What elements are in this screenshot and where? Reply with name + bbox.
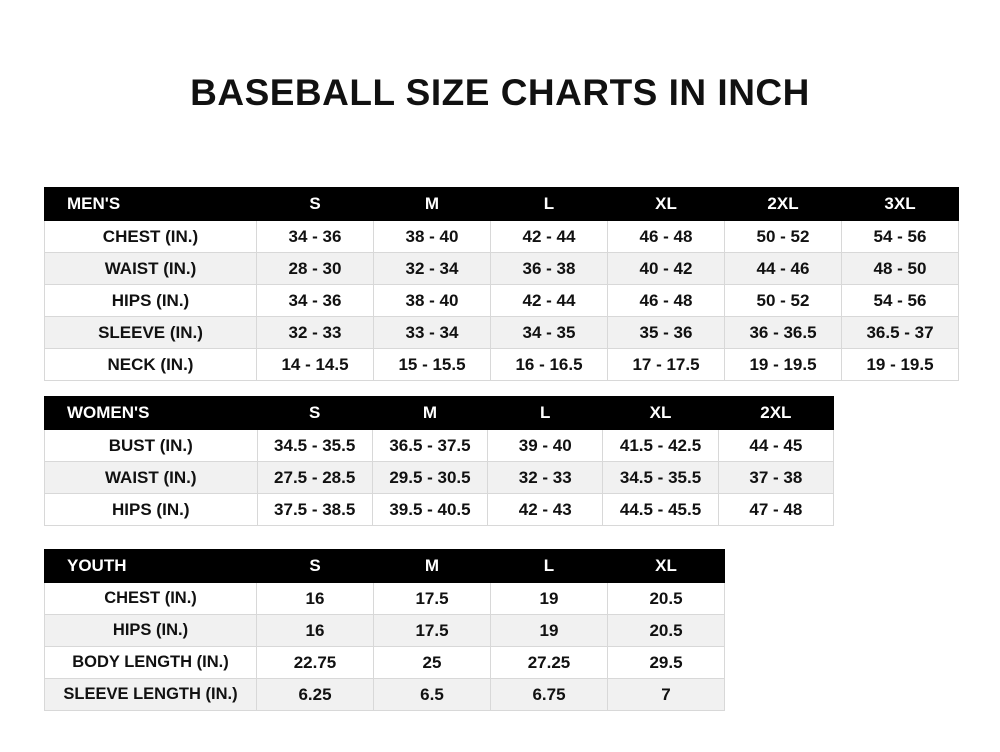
cell: 37.5 - 38.5	[257, 494, 372, 526]
column-header-m: M	[372, 397, 487, 430]
cell: 14 - 14.5	[257, 349, 374, 381]
cell: 15 - 15.5	[374, 349, 491, 381]
table-row	[45, 285, 959, 317]
womens-size-chart	[44, 396, 834, 526]
cell: 38 - 40	[374, 221, 491, 253]
cell: 25	[374, 647, 491, 679]
row-label: NECK (IN.)	[45, 349, 257, 381]
cell: 34 - 36	[257, 221, 374, 253]
cell: 17.5	[374, 583, 491, 615]
cell: 32 - 33	[488, 462, 603, 494]
column-header-xl: XL	[608, 550, 725, 583]
cell: 19	[491, 583, 608, 615]
table-row	[45, 494, 834, 526]
column-header-l: L	[491, 188, 608, 221]
cell: 27.25	[491, 647, 608, 679]
cell: 39.5 - 40.5	[372, 494, 487, 526]
youth-header-label: YOUTH	[45, 550, 257, 583]
row-label: HIPS (IN.)	[45, 285, 257, 317]
cell: 50 - 52	[725, 285, 842, 317]
table-row	[45, 647, 725, 679]
cell: 44 - 45	[718, 430, 833, 462]
cell: 47 - 48	[718, 494, 833, 526]
column-header-s: S	[257, 188, 374, 221]
cell: 19 - 19.5	[725, 349, 842, 381]
cell: 20.5	[608, 615, 725, 647]
column-header-s: S	[257, 397, 372, 430]
table-row	[45, 615, 725, 647]
row-label: CHEST (IN.)	[45, 583, 257, 615]
table-row	[45, 583, 725, 615]
table-row	[45, 253, 959, 285]
table-row	[45, 430, 834, 462]
table-header-row	[45, 397, 834, 430]
table-row	[45, 317, 959, 349]
cell: 28 - 30	[257, 253, 374, 285]
cell: 17 - 17.5	[608, 349, 725, 381]
cell: 6.5	[374, 679, 491, 711]
column-header-xl: XL	[608, 188, 725, 221]
cell: 22.75	[257, 647, 374, 679]
column-header-2xl: 2XL	[718, 397, 833, 430]
cell: 48 - 50	[842, 253, 959, 285]
cell: 42 - 43	[488, 494, 603, 526]
youth-size-chart	[44, 549, 725, 711]
cell: 17.5	[374, 615, 491, 647]
row-label: SLEEVE (IN.)	[45, 317, 257, 349]
cell: 34.5 - 35.5	[603, 462, 718, 494]
cell: 27.5 - 28.5	[257, 462, 372, 494]
cell: 36.5 - 37.5	[372, 430, 487, 462]
column-header-s: S	[257, 550, 374, 583]
row-label: HIPS (IN.)	[45, 494, 258, 526]
row-label: BODY LENGTH (IN.)	[45, 647, 257, 679]
cell: 19	[491, 615, 608, 647]
table-row	[45, 349, 959, 381]
cell: 40 - 42	[608, 253, 725, 285]
cell: 34 - 35	[491, 317, 608, 349]
cell: 34.5 - 35.5	[257, 430, 372, 462]
cell: 29.5 - 30.5	[372, 462, 487, 494]
cell: 32 - 33	[257, 317, 374, 349]
column-header-2xl: 2XL	[725, 188, 842, 221]
cell: 16	[257, 615, 374, 647]
table-header-row	[45, 188, 959, 221]
cell: 37 - 38	[718, 462, 833, 494]
cell: 38 - 40	[374, 285, 491, 317]
table-header-row	[45, 550, 725, 583]
cell: 44 - 46	[725, 253, 842, 285]
cell: 36.5 - 37	[842, 317, 959, 349]
cell: 42 - 44	[491, 285, 608, 317]
cell: 46 - 48	[608, 221, 725, 253]
table-row	[45, 679, 725, 711]
row-label: WAIST (IN.)	[45, 462, 258, 494]
row-label: WAIST (IN.)	[45, 253, 257, 285]
cell: 54 - 56	[842, 221, 959, 253]
cell: 19 - 19.5	[842, 349, 959, 381]
column-header-xl: XL	[603, 397, 718, 430]
column-header-l: L	[488, 397, 603, 430]
column-header-m: M	[374, 550, 491, 583]
mens-header-label: MEN'S	[45, 188, 257, 221]
row-label: HIPS (IN.)	[45, 615, 257, 647]
cell: 50 - 52	[725, 221, 842, 253]
page-title: BASEBALL SIZE CHARTS IN INCH	[190, 72, 810, 113]
cell: 16 - 16.5	[491, 349, 608, 381]
column-header-3xl: 3XL	[842, 188, 959, 221]
cell: 6.25	[257, 679, 374, 711]
cell: 35 - 36	[608, 317, 725, 349]
cell: 20.5	[608, 583, 725, 615]
cell: 32 - 34	[374, 253, 491, 285]
column-header-l: L	[491, 550, 608, 583]
cell: 41.5 - 42.5	[603, 430, 718, 462]
cell: 54 - 56	[842, 285, 959, 317]
cell: 6.75	[491, 679, 608, 711]
table-row	[45, 462, 834, 494]
row-label: BUST (IN.)	[45, 430, 258, 462]
cell: 44.5 - 45.5	[603, 494, 718, 526]
cell: 29.5	[608, 647, 725, 679]
cell: 39 - 40	[488, 430, 603, 462]
row-label: CHEST (IN.)	[45, 221, 257, 253]
cell: 42 - 44	[491, 221, 608, 253]
table-row	[45, 221, 959, 253]
cell: 16	[257, 583, 374, 615]
womens-header-label: WOMEN'S	[45, 397, 258, 430]
cell: 36 - 38	[491, 253, 608, 285]
cell: 33 - 34	[374, 317, 491, 349]
cell: 34 - 36	[257, 285, 374, 317]
mens-size-chart	[44, 187, 959, 381]
cell: 36 - 36.5	[725, 317, 842, 349]
cell: 46 - 48	[608, 285, 725, 317]
row-label: SLEEVE LENGTH (IN.)	[45, 679, 257, 711]
cell: 7	[608, 679, 725, 711]
column-header-m: M	[374, 188, 491, 221]
